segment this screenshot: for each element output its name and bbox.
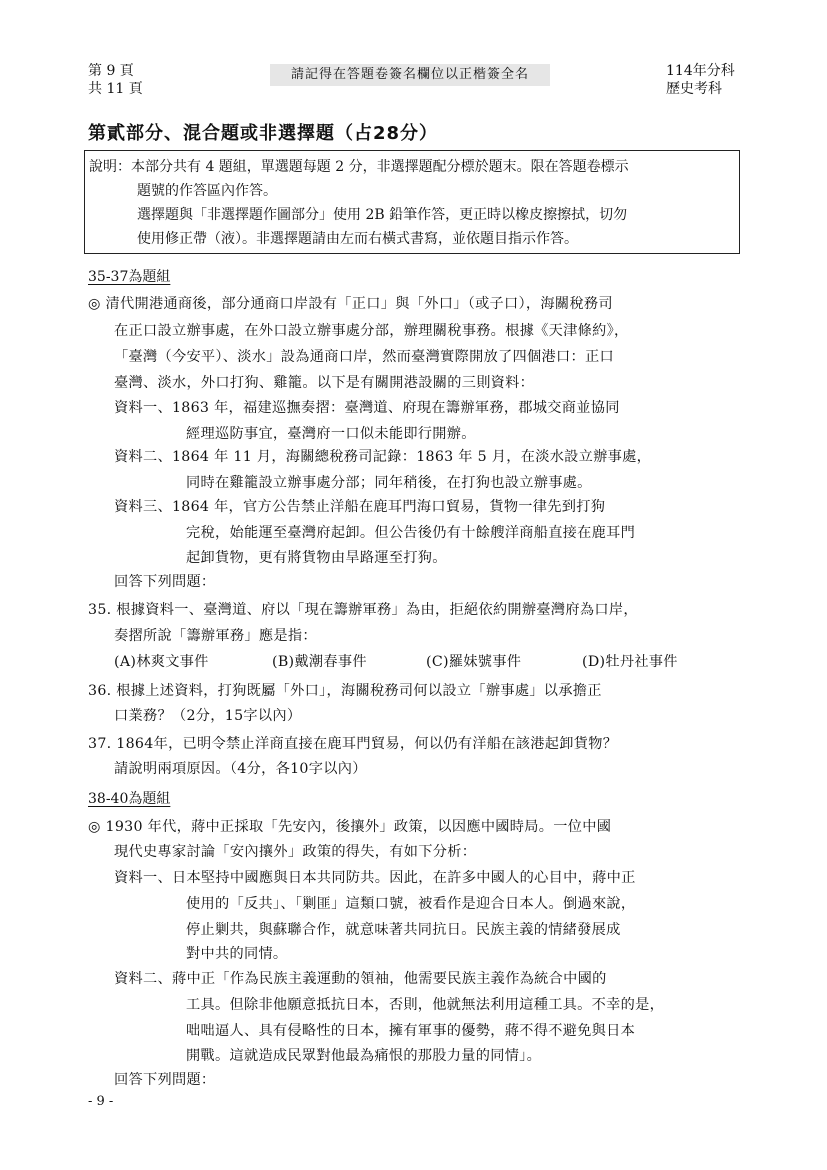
question-36-line: 36. 根據上述資料，打狗既屬「外口」，海關稅務司何以設立「辦事處」以承擔正 <box>88 683 602 699</box>
option-c: (C)羅妹號事件 <box>426 654 522 670</box>
source-line: 資料一、日本堅持中國應與日本共同防共。因此，在許多中國人的心目中，蔣中正 <box>114 870 636 886</box>
total-pages-label: 共 11 頁 <box>88 81 143 97</box>
instruction-line: 題號的作答區內作答。 <box>137 183 277 199</box>
source-line: 經理巡防事宜，臺灣府一口似未能即行開辦。 <box>186 426 476 442</box>
source-line: 完稅，始能運至臺灣府起卸。但公告後仍有十餘艘洋商船直接在鹿耳門 <box>186 525 636 541</box>
option-d: (D)牡丹社事件 <box>582 654 678 670</box>
question-36-line: 口業務？（2分，15字以內） <box>114 708 302 724</box>
group1-intro-line: 「臺灣（今安平）、淡水」設為通商口岸，然而臺灣實際開放了四個港口：正口 <box>114 349 614 365</box>
section-title: 第貳部分、混合題或非選擇題（占28分） <box>88 123 439 144</box>
group2-intro-line: ◎ 1930 年代，蔣中正採取「先安內，後攘外」政策，以因應中國時局。一位中國 <box>88 819 612 835</box>
source-line: 咄咄逼人、具有侵略性的日本，擁有軍事的優勢，蔣不得不避免與日本 <box>186 1023 636 1039</box>
instruction-line: 說明：本部分共有 4 題組，單選題每題 2 分，非選擇題配分標於題末。限在答題卷標示 <box>89 159 629 175</box>
answer-prompt: 回答下列問題： <box>114 1072 216 1088</box>
source-line: 停止剿共，與蘇聯合作，就意味著共同抗日。民族主義的情緒發展成 <box>186 922 621 938</box>
source-line: 工具。但除非他願意抵抗日本，否則，他就無法利用這種工具。不幸的是， <box>186 997 665 1013</box>
source-line: 同時在雞籠設立辦事處分部；同年稍後，在打狗也設立辦事處。 <box>186 475 592 491</box>
page-info <box>88 62 143 98</box>
instruction-line: 使用修正帶（液）。非選擇題請由左而右橫式書寫，並依題目指示作答。 <box>137 231 578 247</box>
question-37-line: 37. 1864年，已明令禁止洋商直接在鹿耳門貿易，何以仍有洋船在該港起卸貨物？ <box>88 736 618 752</box>
exam-subject: 歷史考科 <box>666 81 722 97</box>
signature-notice: 請記得在答題卷簽名欄位以正楷簽全名 <box>270 64 550 86</box>
group1-intro-line: 臺灣、淡水，外口打狗、雞籠。以下是有關開港設關的三則資料： <box>114 375 535 391</box>
source-line: 使用的「反共」、「剿匪」這類口號，被看作是迎合日本人。倒過來說， <box>186 896 636 912</box>
source-line: 資料三、1864 年，官方公告禁止洋船在鹿耳門海口貿易，貨物一律先到打狗 <box>114 499 606 515</box>
group1-intro-line: ◎ 清代開港通商後，部分通商口岸設有「正口」與「外口」（或子口），海關稅務司 <box>88 296 613 312</box>
option-a: (A)林爽文事件 <box>114 654 209 670</box>
page-number-label: 第 9 頁 <box>88 63 134 79</box>
question-group-title: 35-37為題組 <box>88 269 171 285</box>
source-line: 起卸貨物，更有將貨物由旱路運至打狗。 <box>186 550 447 566</box>
exam-info <box>666 62 735 98</box>
footer-page-number: - 9 - <box>88 1094 114 1109</box>
group1-intro-line: 在正口設立辦事處，在外口設立辦事處分部，辦理關稅事務。根據《天津條約》， <box>114 323 629 339</box>
source-line: 資料二、1864 年 11 月，海關總稅務司記錄：1863 年 5 月，在淡水設立辦事處， <box>114 449 652 465</box>
instructions-box <box>84 150 740 254</box>
question-35-line: 奏摺所說「籌辦軍務」應是指： <box>114 628 317 644</box>
source-line: 資料二、蔣中正「作為民族主義運動的領袖，他需要民族主義作為統合中國的 <box>114 971 607 987</box>
question-35-line: 35. 根據資料一、臺灣道、府以「現在籌辦軍務」為由，拒絕依約開辦臺灣府為口岸， <box>88 602 638 618</box>
question-group-title: 38-40為題組 <box>88 791 171 807</box>
instruction-line: 選擇題與「非選擇題作圖部分」使用 2B 鉛筆作答，更正時以橡皮擦擦拭，切勿 <box>137 207 628 223</box>
answer-prompt: 回答下列問題： <box>114 574 216 590</box>
source-line: 開戰。這就造成民眾對他最為痛恨的那股力量的同情」。 <box>186 1048 542 1064</box>
option-b: (B)戴潮春事件 <box>272 654 367 670</box>
source-line: 對中共的同情。 <box>186 946 288 962</box>
group2-intro-line: 現代史專家討論「安內攘外」政策的得失，有如下分析： <box>114 844 477 860</box>
question-37-line: 請說明兩項原因。（4分，各10字以內） <box>114 761 367 777</box>
exam-year: 114年分科 <box>666 63 735 79</box>
source-line: 資料一、1863 年，福建巡撫奏摺：臺灣道、府現在籌辦軍務，郡城交商並協同 <box>114 400 620 416</box>
